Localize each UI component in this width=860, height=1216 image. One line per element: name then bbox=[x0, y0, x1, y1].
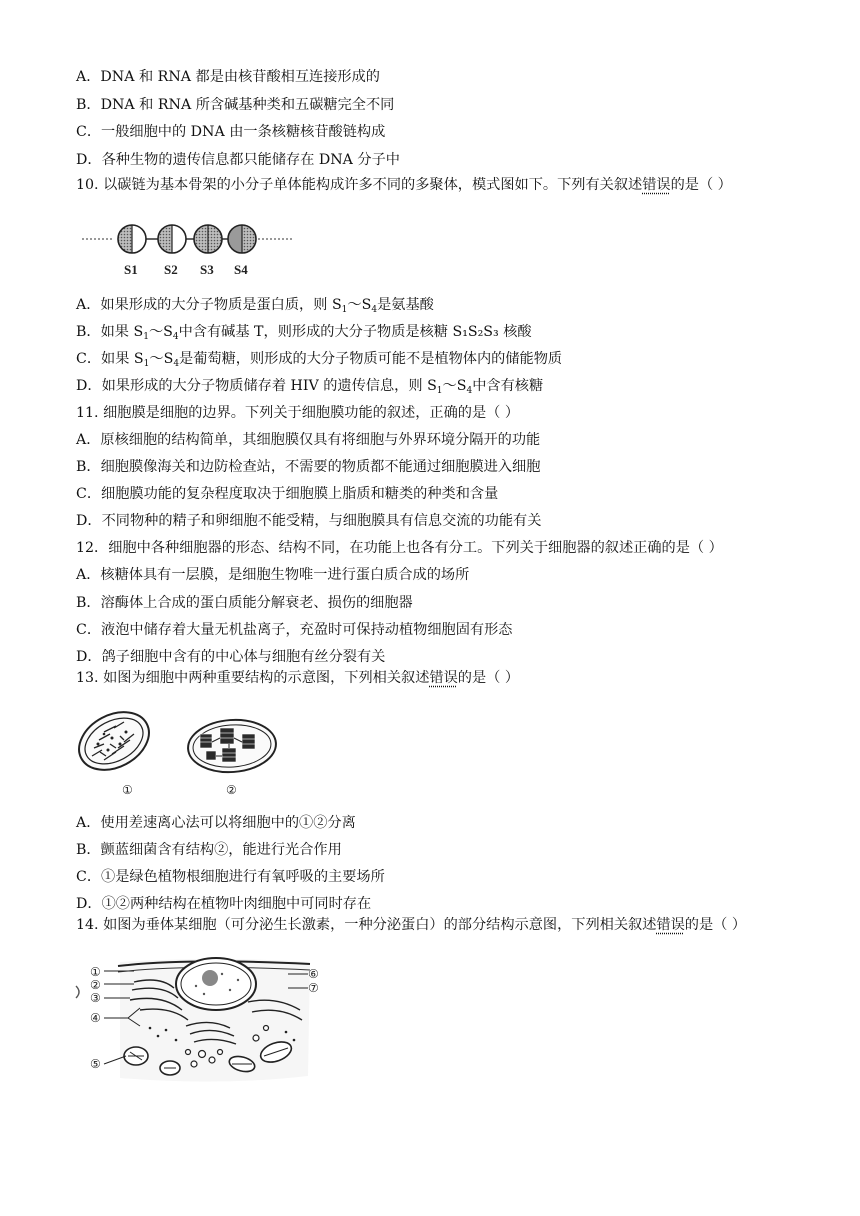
q10-stem: 10. 以碳链为基本骨架的小分子单体能构成许多不同的多聚体，模式图如下。下列有关叙述错误的是（ ） bbox=[76, 177, 732, 193]
nucleus bbox=[176, 958, 256, 1010]
monomer-s4 bbox=[228, 225, 256, 253]
q9-option-d: D．各种生物的遗传信息都只能储存在 DNA 分子中 bbox=[76, 152, 400, 168]
monomer-chain-figure bbox=[78, 212, 298, 282]
q11-option-c: C．细胞膜功能的复杂程度取决于细胞膜上脂质和糖类的种类和含量 bbox=[76, 486, 499, 502]
q9-option-b: B．DNA 和 RNA 所含碱基种类和五碳糖完全不同 bbox=[76, 97, 395, 113]
label-1: ① bbox=[90, 965, 101, 979]
q11-option-d: D．不同物种的精子和卵细胞不能受精，与细胞膜具有信息交流的功能有关 bbox=[76, 513, 542, 529]
q9-option-a: A．DNA 和 RNA 都是由核苷酸相互连接形成的 bbox=[76, 69, 380, 85]
q10-option-b: B．如果 $S_1\sim S_4$中含有碱基 T，则形成的大分子物质是核糖 S₁S₂S₃ 核酸 bbox=[76, 324, 532, 342]
q13-option-d: D．①②两种结构在植物叶肉细胞中可同时存在 bbox=[76, 896, 372, 912]
label-s1: S1 bbox=[124, 262, 138, 277]
label-s3: S3 bbox=[200, 262, 214, 277]
q12-stem: 12．细胞中各种细胞器的形态、结构不同，在功能上也各有分工。下列关于细胞器的叙述正确的是（ ） bbox=[76, 540, 723, 556]
q12-option-a: A．核糖体具有一层膜，是细胞生物唯一进行蛋白质合成的场所 bbox=[76, 567, 470, 583]
q13-emphasis: 错误 bbox=[429, 670, 458, 686]
label-s4: S4 bbox=[234, 262, 248, 277]
q13-option-c: C．①是绿色植物根细胞进行有氧呼吸的主要场所 bbox=[76, 869, 385, 885]
q10-option-c: C．如果 $S_1\sim S_4$是葡萄糖，则形成的大分子物质可能不是植物体内的储能物质 bbox=[76, 351, 563, 369]
q10-option-a: A．如果形成的大分子物质是蛋白质，则 $S_1\sim S_4$是氨基酸 bbox=[76, 297, 434, 315]
q11-option-b: B．细胞膜像海关和边防检查站，不需要的物质都不能通过细胞膜进入细胞 bbox=[76, 459, 541, 475]
q10-option-d: D．如果形成的大分子物质储存着 HIV 的遗传信息，则 $S_1\sim S_4$中含有核糖 bbox=[76, 378, 544, 396]
q14-stem: 14. 如图为垂体某细胞（可分泌生长激素，一种分泌蛋白）的部分结构示意图，下列相关叙述错误的是（ ） bbox=[76, 917, 747, 933]
label-2: ② bbox=[90, 978, 101, 992]
label-s2: S2 bbox=[164, 262, 178, 277]
organelle-figure bbox=[74, 704, 284, 800]
q11-option-a: A．原核细胞的结构简单，其细胞膜仅具有将细胞与外界环境分隔开的功能 bbox=[76, 432, 541, 448]
monomer-s1 bbox=[118, 225, 146, 253]
q12-option-d: D．鸽子细胞中含有的中心体与细胞有丝分裂有关 bbox=[76, 649, 386, 665]
q9-option-c: C．一般细胞中的 DNA 由一条核糖核苷酸链构成 bbox=[76, 124, 386, 140]
label-5: ⑤ bbox=[90, 1057, 101, 1071]
label-structure-2: ② bbox=[226, 783, 237, 797]
q13-option-b: B．颤蓝细菌含有结构②，能进行光合作用 bbox=[76, 842, 342, 858]
monomer-s2 bbox=[158, 225, 186, 253]
label-4: ④ bbox=[90, 1011, 101, 1025]
q12-option-c: C．液泡中储存着大量无机盐离子，充盈时可保持动植物细胞固有形态 bbox=[76, 622, 513, 638]
q13-stem: 13. 如图为细胞中两种重要结构的示意图，下列相关叙述错误的是（ ） bbox=[76, 670, 520, 686]
q10-emphasis: 错误 bbox=[642, 177, 671, 193]
q13-option-a: A．使用差速离心法可以将细胞中的①②分离 bbox=[76, 815, 356, 831]
mitochondrion-diagram bbox=[74, 704, 159, 781]
chloroplast-diagram bbox=[186, 717, 277, 775]
q11-stem: 11. 细胞膜是细胞的边界。下列关于细胞膜功能的叙述，正确的是（ ） bbox=[76, 405, 520, 421]
label-structure-1: ① bbox=[122, 783, 133, 797]
q12-option-b: B．溶酶体上合成的蛋白质能分解衰老、损伤的细胞器 bbox=[76, 595, 413, 611]
monomer-s3 bbox=[194, 225, 222, 253]
label-7: ⑦ bbox=[308, 981, 319, 995]
label-3: ③ bbox=[90, 991, 101, 1005]
label-6: ⑥ bbox=[308, 967, 319, 981]
pituitary-cell-figure bbox=[70, 956, 330, 1096]
q14-emphasis: 错误 bbox=[656, 917, 685, 933]
